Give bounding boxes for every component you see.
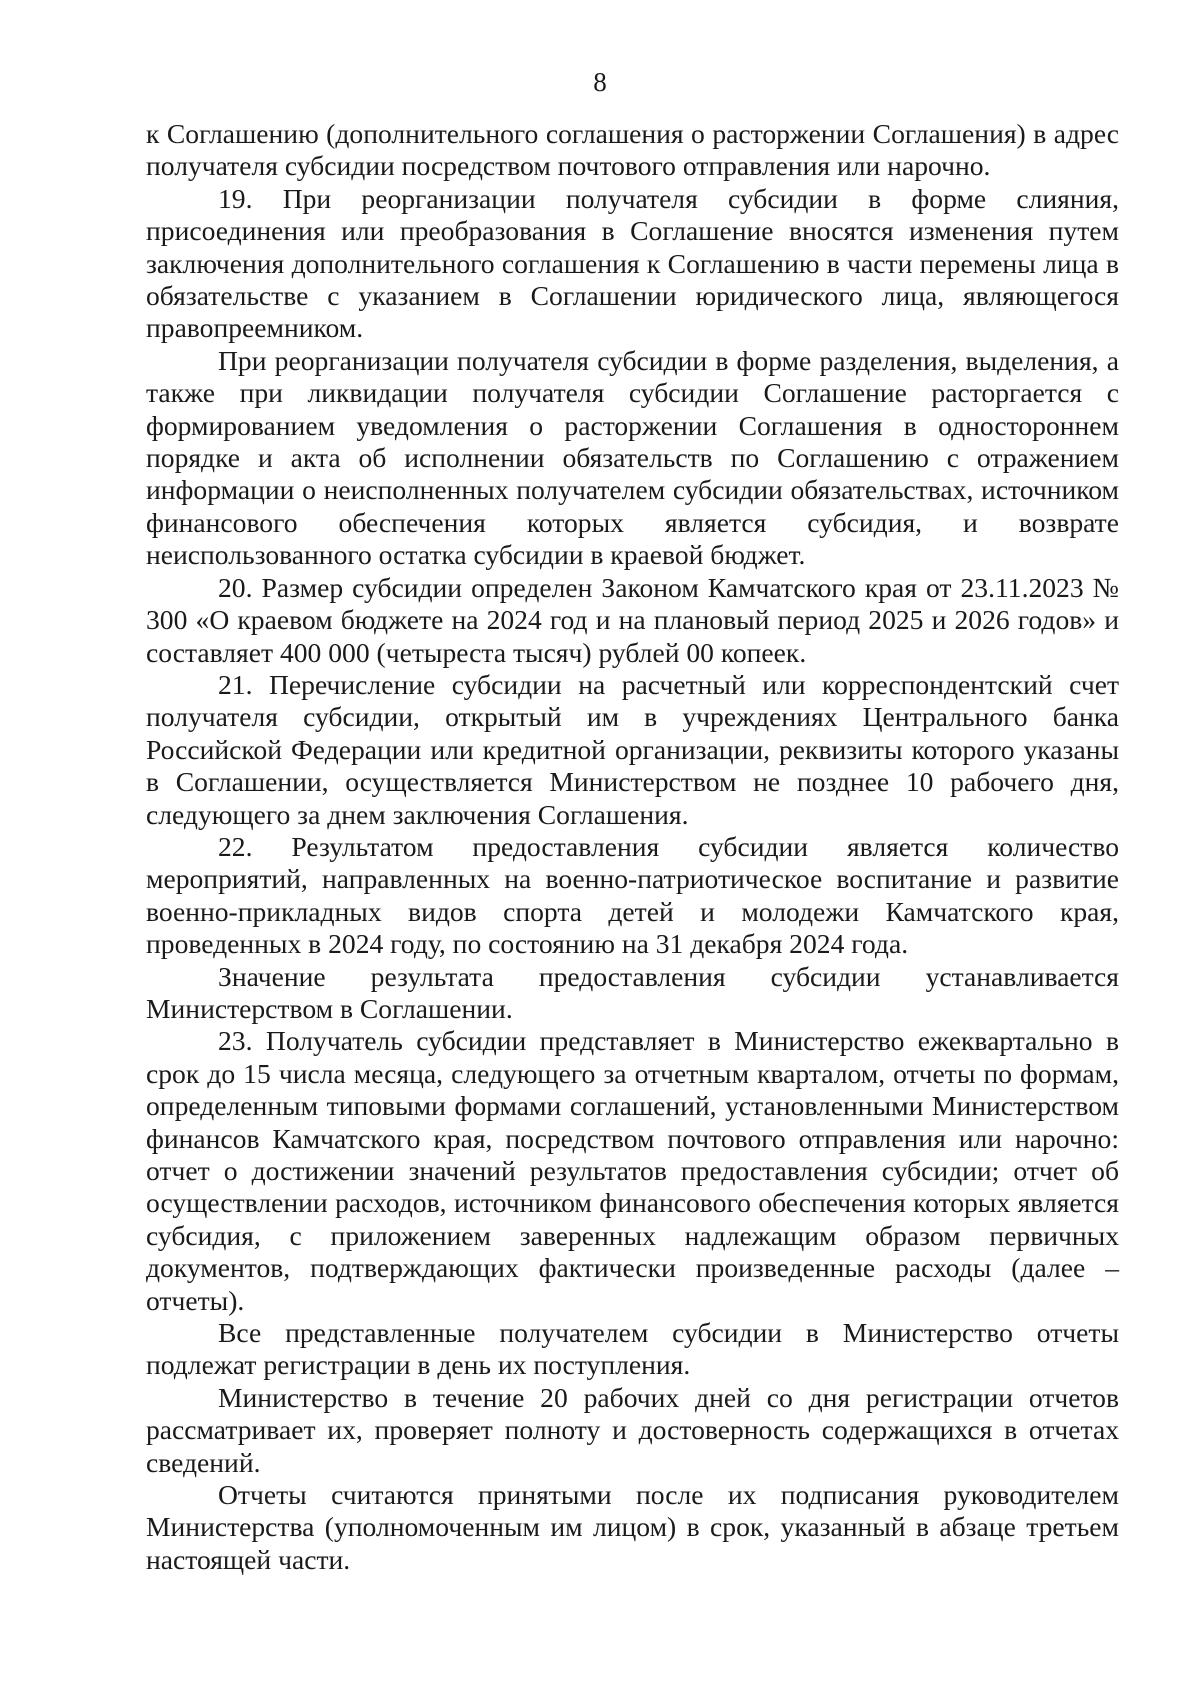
paragraph-result-value: Значение результата предоставления субсидии устанавливается Министерством в Соглашении. — [146, 960, 1119, 1024]
paragraph-review: Министерство в течение 20 рабочих дней со дня регистрации отчетов рассматривает их, проверяет полноту и достоверность содержащихся в отчетах сведений. — [146, 1381, 1119, 1478]
paragraph-registration: Все представленные получателем субсидии в Министерство отчеты подлежат регистрации в день их поступления. — [146, 1317, 1119, 1381]
paragraph-item-22: 22. Результатом предоставления субсидии является количество мероприятий, направленных на военно-патриотическое воспитание и развитие военно-прикладных видов спорта детей и молодежи Камчатского края, проведенных в 2024 году, по состоянию на 31 декабря 2024 года. — [146, 830, 1119, 960]
paragraph-item-19: 19. При реорганизации получателя субсидии в форме слияния, присоединения или преобразования в Соглашение вносятся изменения путем заключения дополнительного соглашения к Соглашению в части перемены лица в обязательстве с указанием в Соглашении юридического лица, являющегося правопреемником. — [146, 182, 1119, 344]
paragraph-item-23: 23. Получатель субсидии представляет в Министерство ежеквартально в срок до 15 числа месяца, следующего за отчетным кварталом, отчеты по формам, определенным типовыми формами соглашений, установленными Министерством финансов Камчатского края, посредством почтового отправления или нарочно: отчет о достижении значений результатов предоставления субсидии; отчет об осуществлении расходов, источником финансового обеспечения которых является субсидия, с приложением заверенных надлежащим образом первичных документов, подтверждающих фактически произведенные расходы (далее – отчеты). — [146, 1025, 1119, 1316]
paragraph-reorganization: При реорганизации получателя субсидии в форме разделения, выделения, а также при ликвидации получателя субсидии Соглашение расторгается с формированием уведомления о расторжении Соглашения в одностороннем порядке и акта об исполнении обязательств по Соглашению с отражением информации о неисполненных получателем субсидии обязательствах, источником финансового обеспечения которых является субсидия, и возврате неиспользованного остатка субсидии в краевой бюджет. — [146, 344, 1119, 571]
document-body — [146, 118, 1119, 1576]
page-number: 8 — [593, 67, 607, 97]
paragraph-item-20: 20. Размер субсидии определен Законом Камчатского края от 23.11.2023 № 300 «О краевом бюджете на 2024 год и на плановый период 2025 и 2026 годов» и составляет 400 000 (четыреста тысяч) рублей 00 копеек. — [146, 571, 1119, 668]
paragraph-acceptance: Отчеты считаются принятыми после их подписания руководителем Министерства (уполномоченным им лицом) в срок, указанный в абзаце третьем настоящей части. — [146, 1479, 1119, 1575]
paragraph-item-21: 21. Перечисление субсидии на расчетный или корреспондентский счет получателя субсидии, открытый им в учреждениях Центрального банка Российской Федерации или кредитной организации, реквизиты которого указаны в Соглашении, осуществляется Министерством не позднее 10 рабочего дня, следующего за днем заключения Соглашения. — [146, 668, 1119, 830]
paragraph-continuation: к Соглашению (дополнительного соглашения о расторжении Соглашения) в адрес получателя субсидии посредством почтового отправления или нарочно. — [146, 118, 1119, 182]
